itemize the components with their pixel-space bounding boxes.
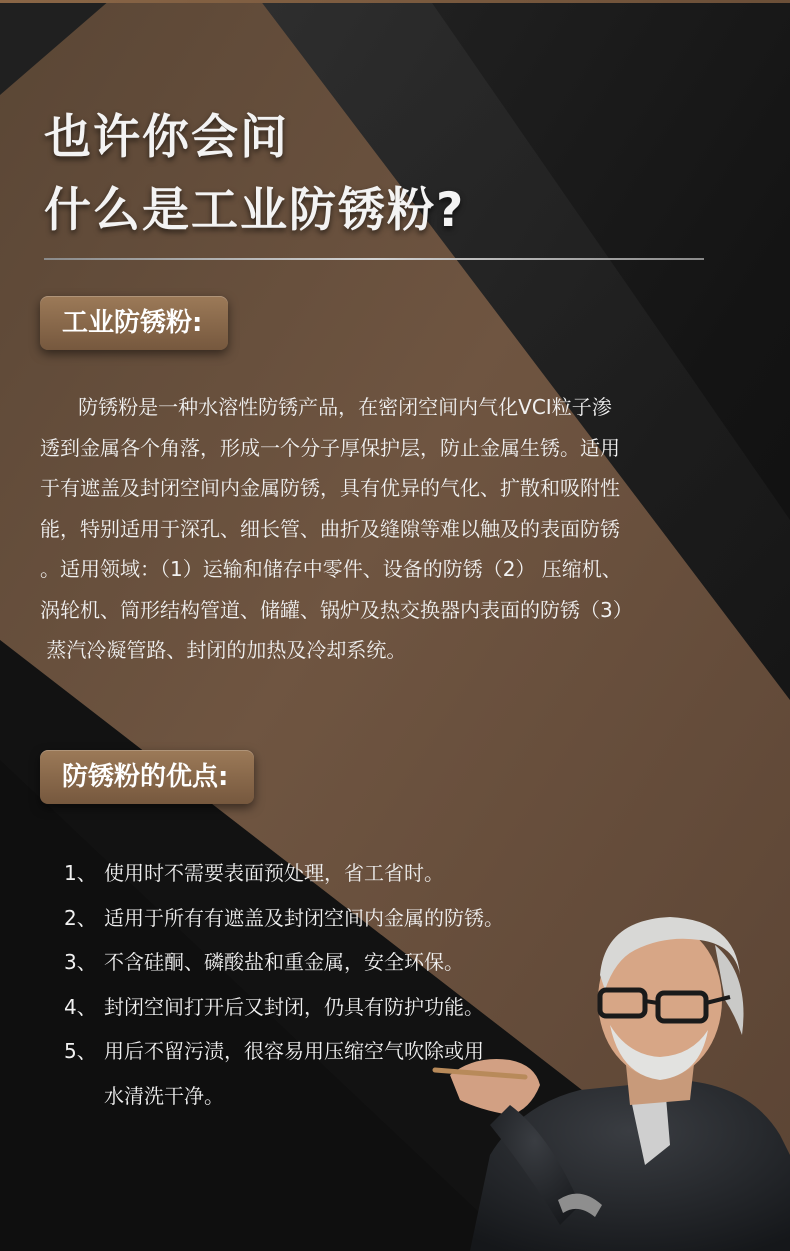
paragraph-line: 。适用领域：（1）运输和储存中零件、设备的防锈（2） 压缩机、 bbox=[40, 557, 622, 581]
list-item-continuation: 水清洗干净。 bbox=[104, 1083, 224, 1108]
headline-line-1: 也许你会问 bbox=[44, 110, 289, 165]
paragraph-line: 防锈粉是一种水溶性防锈产品，在密闭空间内气化VCI粒子渗 bbox=[40, 395, 612, 419]
list-text: 封闭空间打开后又封闭，仍具有防护功能。 bbox=[104, 994, 484, 1019]
elderly-man-photo bbox=[430, 905, 790, 1251]
list-text: 用后不留污渍，很容易用压缩空气吹除或用 bbox=[104, 1039, 484, 1063]
section-tag-advantages: 防锈粉的优点: bbox=[40, 750, 254, 804]
list-text: 适用于所有有遮盖及封闭空间内金属的防锈。 bbox=[104, 905, 504, 930]
list-number: 4、 bbox=[64, 994, 97, 1019]
list-item bbox=[64, 851, 504, 896]
divider bbox=[44, 258, 704, 260]
list-number: 5、 bbox=[64, 1039, 97, 1063]
headline-line-2: 什么是工业防锈粉? bbox=[44, 183, 466, 238]
paragraph-line: 涡轮机、筒形结构管道、储罐、锅炉及热交换器内表面的防锈（3） bbox=[40, 597, 633, 622]
paragraph-line: 透到金属各个角落，形成一个分子厚保护层，防止金属生锈。适用 bbox=[40, 435, 620, 460]
list-number: 3、 bbox=[64, 950, 97, 974]
paragraph-line: 蒸汽冷凝管路、封闭的加热及冷却系统。 bbox=[40, 638, 407, 662]
paragraph-line: 于有遮盖及封闭空间内金属防锈，具有优异的气化、扩散和吸附性 bbox=[40, 476, 620, 500]
paragraph-line: 能，特别适用于深孔、细长管、曲折及缝隙等难以触及的表面防锈 bbox=[40, 516, 620, 541]
description-paragraph bbox=[40, 387, 740, 671]
list-text: 不含硅酮、磷酸盐和重金属，安全环保。 bbox=[104, 950, 464, 974]
list-number: 2、 bbox=[64, 905, 97, 930]
list-number: 1、 bbox=[64, 861, 97, 885]
section-tag-industrial-rust-powder: 工业防锈粉: bbox=[40, 296, 228, 350]
list-text: 使用时不需要表面预处理，省工省时。 bbox=[104, 861, 444, 885]
